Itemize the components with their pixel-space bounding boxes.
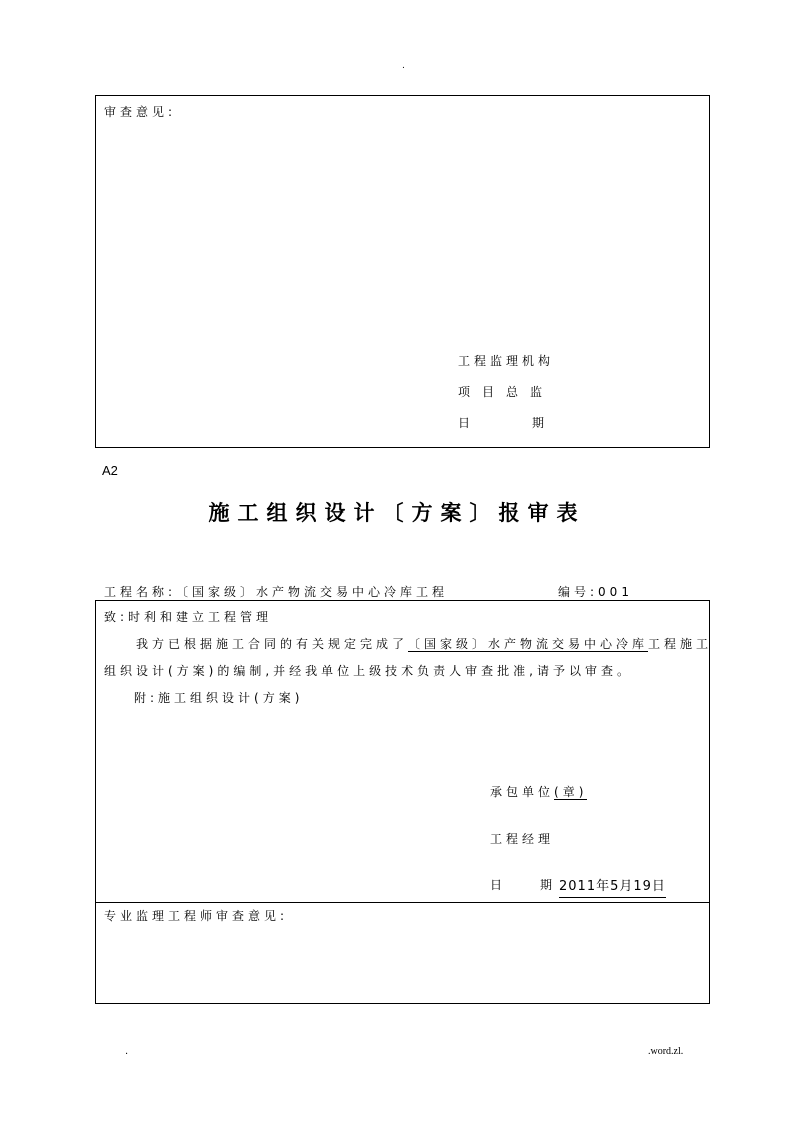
footer-right-mark: .word.zl. [648, 1046, 684, 1057]
app-date-label-2: 期 [540, 878, 557, 892]
project-name-value: 〔国家级〕水产物流交易中心冷库工程 [176, 585, 449, 599]
number-row [558, 583, 633, 600]
supervision-org-label: 工程监理机构 [458, 354, 555, 368]
app-date-label-1: 日 [490, 878, 507, 892]
review-box [95, 95, 710, 448]
project-name-label: 工程名称: [104, 585, 177, 599]
contractor-row [490, 779, 587, 806]
attachment-line: 附:施工组织设计(方案) [134, 691, 304, 705]
application-body-line2: 组织设计(方案)的编制,并经我单位上级技术负责人审查批准,请予以审查。 [104, 664, 633, 678]
application-body-line1 [136, 631, 713, 658]
engineer-review-label: 专业监理工程师审查意见: [104, 909, 289, 923]
contractor-label: 承包单位 [490, 785, 555, 799]
number-value: 001 [598, 585, 633, 599]
addressee-line: 致:时利和建立工程管理 [104, 610, 273, 624]
form-title: 施工组织设计〔方案〕报审表 [208, 500, 586, 525]
body-project: 〔国家级〕水产物流交易中心冷库 [408, 637, 649, 651]
review-date-label-1: 日 [458, 416, 475, 430]
application-date-value: 2011年5月19日 [559, 877, 666, 898]
top-mark: . [402, 61, 405, 71]
body-pre: 我方已根据施工合同的有关规定完成了 [136, 637, 409, 651]
contractor-seal: (章) [554, 785, 588, 799]
number-label: 编号: [558, 585, 599, 599]
form-code: A2 [102, 463, 118, 478]
project-manager-label: 工程经理 [490, 832, 555, 846]
project-name-row [104, 583, 448, 600]
chief-supervisor-label: 项目总监 [458, 385, 555, 399]
review-opinion-label: 审查意见: [104, 105, 177, 119]
body-post: 工程施工 [648, 637, 713, 651]
review-date-label-2: 期 [532, 416, 549, 430]
footer-left-mark: . [125, 1046, 129, 1057]
